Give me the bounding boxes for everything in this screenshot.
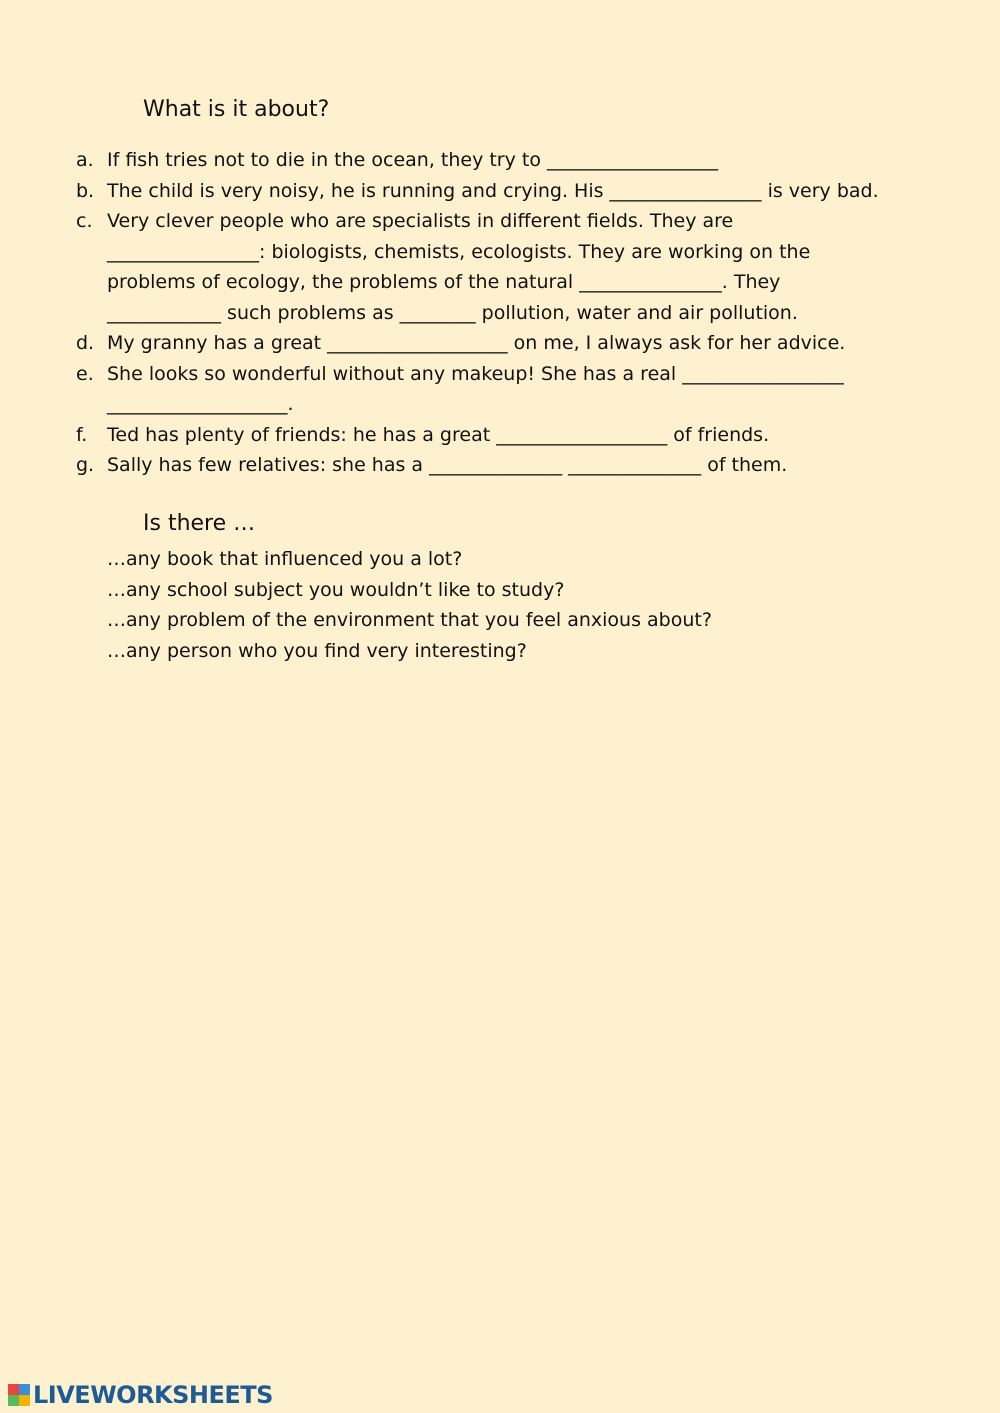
question-item: …any problem of the environment that you feel anxious about? bbox=[107, 609, 712, 631]
liveworksheets-logo-icon bbox=[8, 1384, 30, 1406]
exercise-text-line: Ted has plenty of friends: he has a great __________________ of friends. bbox=[107, 423, 770, 446]
exercise-item-b bbox=[76, 176, 956, 207]
liveworksheets-logo-text: LIVEWORKSHEETS bbox=[33, 1381, 273, 1409]
logo-square-yellow bbox=[19, 1395, 30, 1406]
exercise-letter: c. bbox=[76, 210, 93, 232]
logo-square-red bbox=[8, 1384, 19, 1395]
exercise-text-line: ________________: biologists, chemists, ecologists. They are working on the bbox=[107, 240, 811, 263]
exercise-item-d bbox=[76, 328, 956, 359]
exercise-text-line: Very clever people who are specialists in different fields. They are bbox=[107, 210, 734, 232]
section-title-is-there: Is there … bbox=[143, 511, 256, 536]
exercise-letter: f. bbox=[76, 423, 88, 446]
exercise-letter: d. bbox=[76, 332, 95, 354]
exercise-list bbox=[76, 145, 956, 481]
exercise-text-line: Sally has few relatives: she has a ______________ ______________ of them. bbox=[107, 454, 788, 476]
exercise-item-g bbox=[76, 450, 956, 481]
question-item: …any school subject you wouldn’t like to study? bbox=[107, 578, 565, 601]
exercise-item-a bbox=[76, 145, 956, 176]
logo-square-blue bbox=[19, 1384, 30, 1395]
question-list bbox=[107, 544, 927, 666]
exercise-text-line: problems of ecology, the problems of the natural _______________. They bbox=[107, 271, 781, 293]
exercise-text-line: If fish tries not to die in the ocean, they try to __________________ bbox=[107, 149, 719, 171]
exercise-text-line: ___________________. bbox=[107, 393, 294, 415]
exercise-item-f bbox=[76, 420, 956, 451]
question-item: …any book that influenced you a lot? bbox=[107, 548, 463, 570]
question-item: …any person who you find very interesting? bbox=[107, 639, 527, 662]
exercise-text-line: She looks so wonderful without any makeup! She has a real _________________ bbox=[107, 362, 844, 385]
exercise-letter: b. bbox=[76, 179, 95, 202]
section-title-what-is-it-about: What is it about? bbox=[143, 97, 330, 122]
liveworksheets-logo[interactable] bbox=[8, 1381, 273, 1409]
exercise-letter: g. bbox=[76, 454, 95, 476]
exercise-letter: e. bbox=[76, 362, 94, 385]
exercise-letter: a. bbox=[76, 149, 94, 171]
logo-square-green bbox=[8, 1395, 19, 1406]
exercise-text-line: ____________ such problems as ________ pollution, water and air pollution. bbox=[107, 301, 798, 324]
exercise-item-c bbox=[76, 206, 956, 328]
exercise-item-e bbox=[76, 359, 956, 420]
exercise-text-line: My granny has a great ___________________ on me, I always ask for her advice. bbox=[107, 332, 846, 354]
exercise-text-line: The child is very noisy, he is running and crying. His ________________ is very bad. bbox=[107, 179, 879, 202]
